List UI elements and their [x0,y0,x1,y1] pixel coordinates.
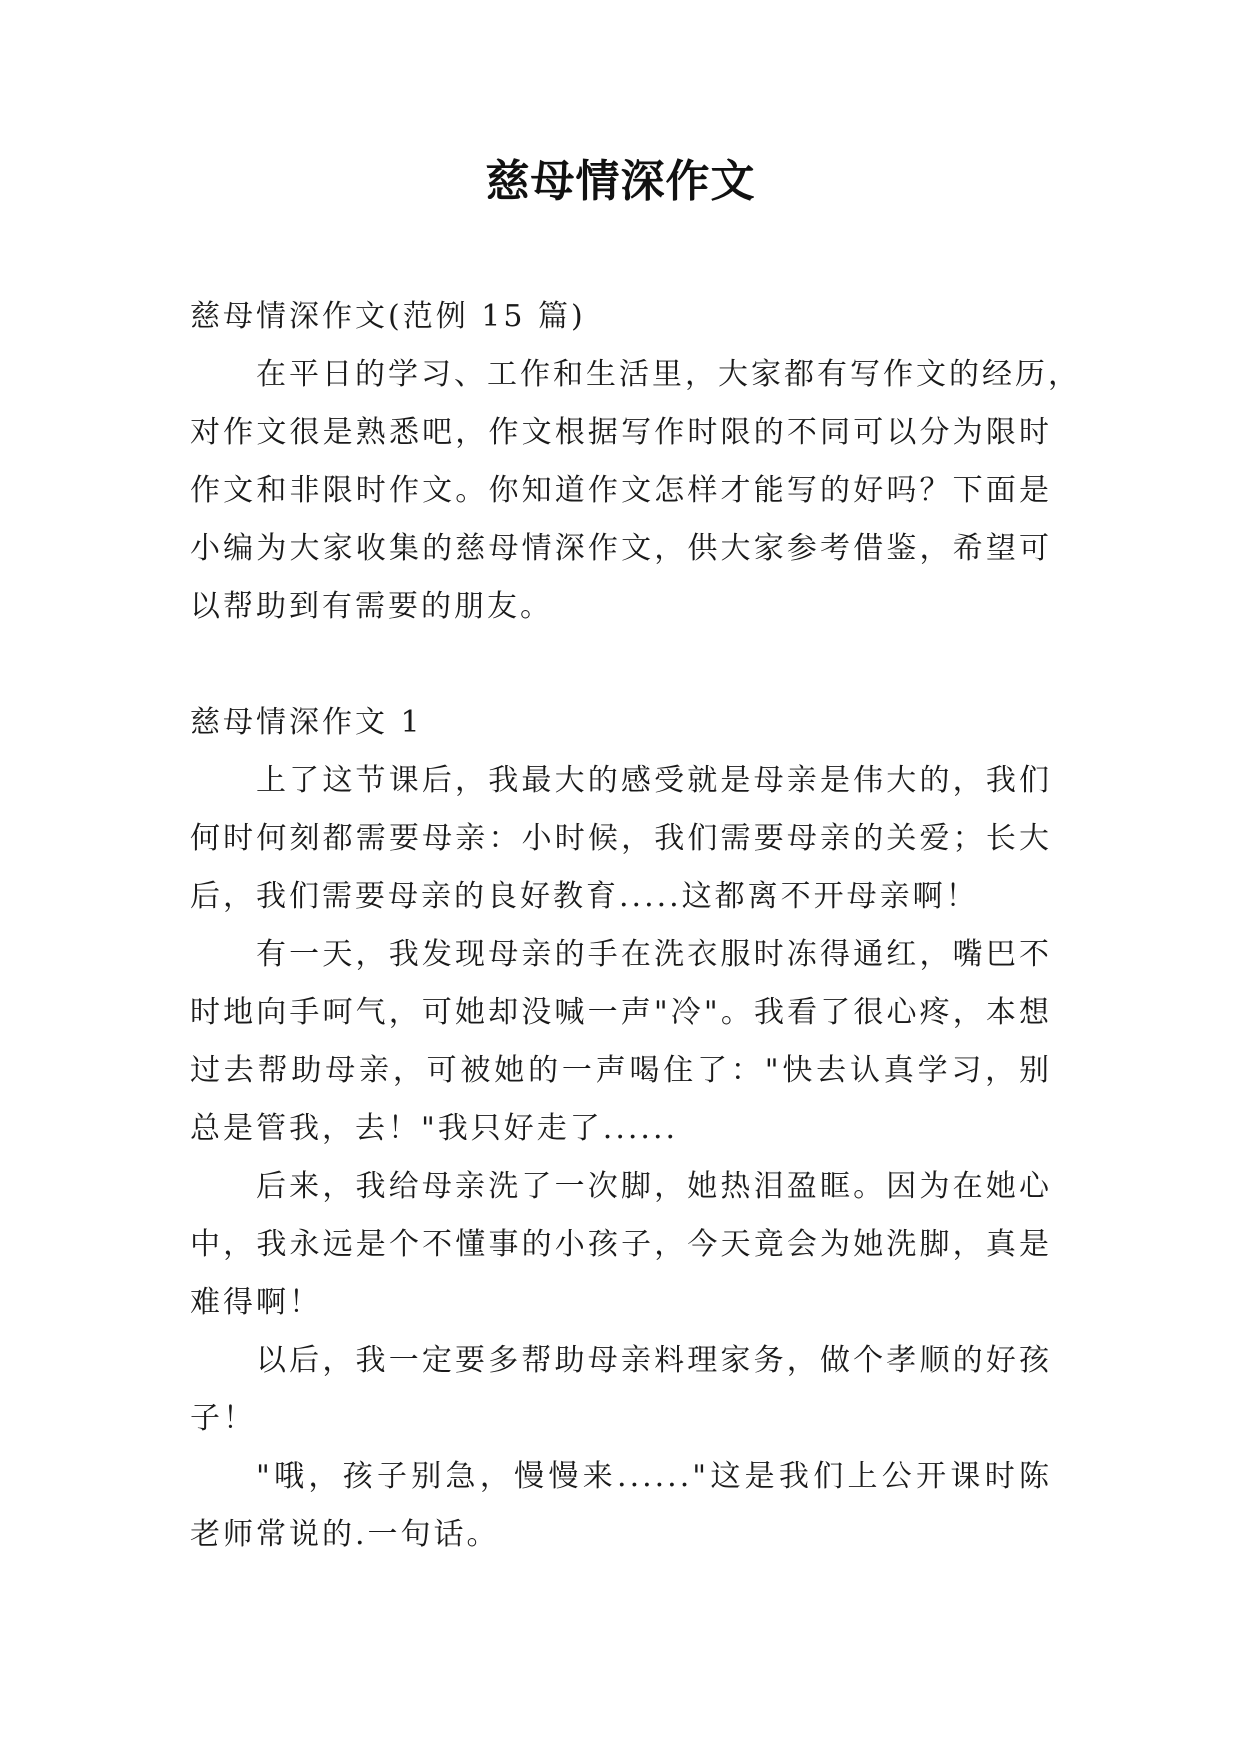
paragraph-line: 小编为大家收集的慈母情深作文，供大家参考借鉴，希望可 [190,531,1052,566]
essay-paragraph [190,1448,1052,1564]
paragraph-line: 后来，我给母亲洗了一次脚，她热泪盈眶。因为在她心 [256,1169,1052,1204]
section-spacer [190,636,1052,694]
paragraph-line: "哦，孩子别急，慢慢来......"这是我们上公开课时陈 [256,1459,1052,1494]
paragraph-line: 过去帮助母亲，可被她的一声喝住了："快去认真学习，别 [190,1053,1052,1088]
paragraph-line: 在平日的学习、工作和生活里，大家都有写作文的经历， [256,357,1081,392]
paragraph-line: 上了这节课后，我最大的感受就是母亲是伟大的，我们 [256,763,1052,798]
essay-heading: 慈母情深作文 1 [190,705,423,740]
paragraph-line: 作文和非限时作文。你知道作文怎样才能写的好吗？下面是 [190,473,1052,508]
paragraph-line: 子！ [190,1401,256,1436]
paragraph-line: 总是管我，去！"我只好走了...... [190,1111,679,1146]
document-title: 慈母情深作文 [485,156,756,207]
paragraph-line: 中，我永远是个不懂事的小孩子，今天竟会为她洗脚，真是 [190,1227,1052,1262]
essay-paragraph [190,752,1052,926]
essay-paragraph [190,1332,1052,1448]
paragraph-line: 有一天，我发现母亲的手在洗衣服时冻得通红，嘴巴不 [256,937,1052,972]
essay-paragraph [190,1158,1052,1332]
paragraph-line: 何时何刻都需要母亲：小时候，我们需要母亲的关爱；长大 [190,821,1052,856]
paragraph-line: 以后，我一定要多帮助母亲料理家务，做个孝顺的好孩 [256,1343,1052,1378]
paragraph-line: 时地向手呵气，可她却没喊一声"冷"。我看了很心疼，本想 [190,995,1052,1030]
paragraph-line: 以帮助到有需要的朋友。 [190,589,553,624]
paragraph-line: 对作文很是熟悉吧，作文根据写作时限的不同可以分为限时 [190,415,1052,450]
document-body [190,288,1081,1564]
paragraph-line: 后，我们需要母亲的良好教育.....这都离不开母亲啊！ [190,879,979,914]
essay-paragraph [190,926,1052,1158]
intro-paragraph [190,346,1081,636]
paragraph-line: 老师常说的.一句话。 [190,1517,500,1552]
intro-heading: 慈母情深作文(范例 15 篇) [190,299,586,334]
paragraph-line: 难得啊！ [190,1285,322,1320]
